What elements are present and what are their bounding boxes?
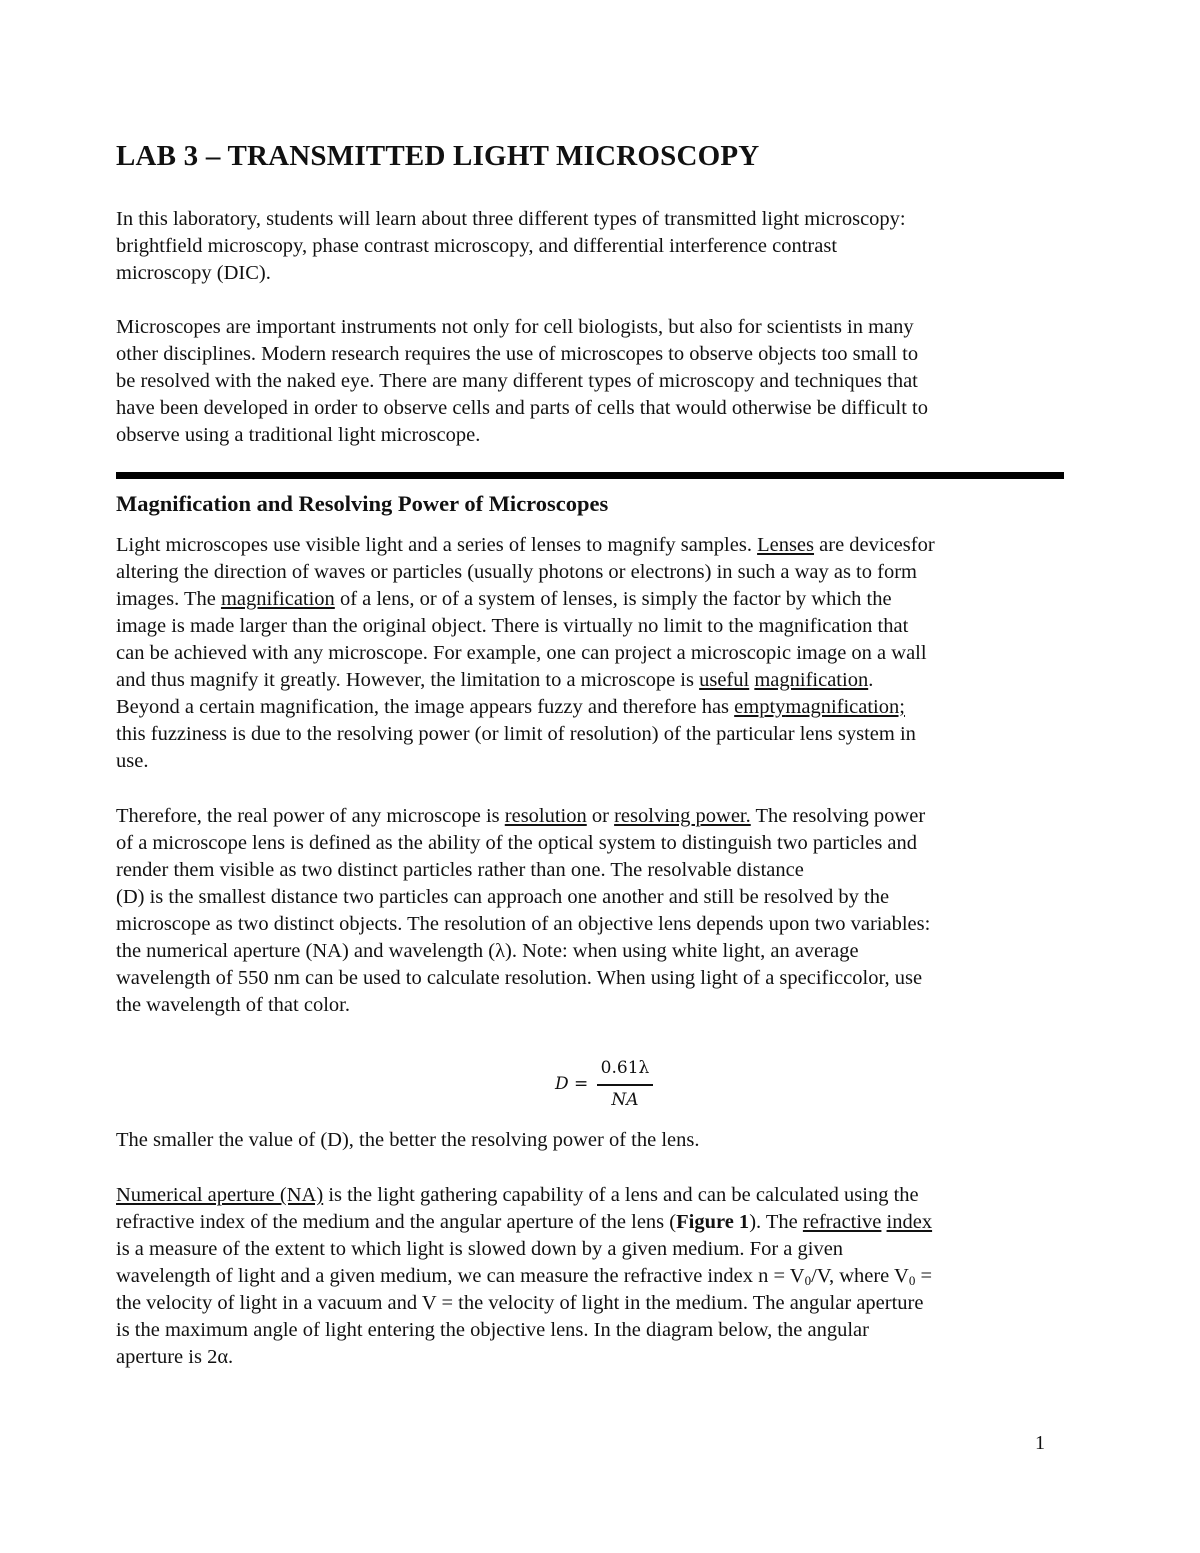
- paragraph-line: the numerical aperture (NA) and wavelength (λ). Note: when using white light, an average: [116, 940, 859, 962]
- term-resolution: resolution: [504, 805, 587, 827]
- paragraph-line: Light microscopes use visible light and a series of lenses to magnify samples. Lenses are devicesfor: [116, 534, 935, 556]
- paragraph-line: Beyond a certain magnification, the image appears fuzzy and therefore has emptymagnification;: [116, 696, 905, 718]
- paragraph-line: The smaller the value of (D), the better the resolving power of the lens.: [116, 1129, 700, 1151]
- resolving-note-paragraph: [116, 1127, 1066, 1154]
- paragraph-line: other disciplines. Modern research requires the use of microscopes to observe objects too small to: [116, 343, 919, 365]
- term-numerical-aperture: Numerical aperture (NA): [116, 1184, 324, 1206]
- page-title: LAB 3 – TRANSMITTED LIGHT MICROSCOPY: [116, 140, 760, 172]
- paragraph-line: (D) is the smallest distance two particles can approach one another and still be resolved by the: [116, 886, 890, 908]
- paragraph-line: is the maximum angle of light entering the objective lens. In the diagram below, the angular: [116, 1319, 869, 1341]
- term-useful: useful: [699, 669, 750, 691]
- intro-line: In this laboratory, students will learn about three different types of transmitted light microscopy:: [116, 208, 906, 230]
- paragraph-line: wavelength of light and a given medium, we can measure the refractive index $n = V_0/V$, where $V_0$ =: [116, 1265, 933, 1288]
- resolution-formula: [555, 1058, 675, 1114]
- paragraph-line: microscope as two distinct objects. The resolution of an objective lens depends upon two variables:: [116, 913, 931, 935]
- figure-reference: Figure 1: [676, 1211, 750, 1233]
- paragraph-line: this fuzziness is due to the resolving power (or limit of resolution) of the particular lens system in: [116, 723, 916, 745]
- paragraph-line: altering the direction of waves or particles (usually photons or electrons) in such a way as to form: [116, 561, 917, 583]
- paragraph-line: render them visible as two distinct particles rather than one. The resolvable distance: [116, 859, 804, 881]
- intro-line: brightfield microscopy, phase contrast microscopy, and differential interference contrast: [116, 235, 838, 257]
- paragraph-line: is a measure of the extent to which light is slowed down by a given medium. For a given: [116, 1238, 844, 1260]
- paragraph-line: Microscopes are important instruments not only for cell biologists, but also for scientists in many: [116, 316, 914, 338]
- term-resolving-power: resolving power.: [614, 805, 751, 827]
- term-empty: empty: [734, 696, 786, 718]
- paragraph-line: the wavelength of that color.: [116, 994, 350, 1016]
- term-magnification-empty: magnification;: [785, 696, 905, 718]
- formula-numerator: 0.61λ: [600, 1058, 650, 1078]
- page-number: 1: [1035, 1432, 1045, 1454]
- paragraph-line: observe using a traditional light microscope.: [116, 424, 481, 446]
- term-lenses: Lenses: [757, 534, 815, 556]
- paragraph-line: aperture is 2α.: [116, 1346, 234, 1368]
- paragraph-line: and thus magnify it greatly. However, the limitation to a microscope is useful magnification.: [116, 669, 874, 691]
- paragraph-line: use.: [116, 750, 149, 772]
- section-divider: [116, 472, 1064, 479]
- paragraph-line: can be achieved with any microscope. For example, one can project a microscopic image on a wall: [116, 642, 927, 664]
- paragraph-line: be resolved with the naked eye. There are many different types of microscopy and techniques that: [116, 370, 918, 392]
- paragraph-line: images. The magnification of a lens, or of a system of lenses, is simply the factor by which the: [116, 588, 892, 610]
- paragraph-line: Numerical aperture (NA) is the light gathering capability of a lens and can be calculated using the: [116, 1184, 919, 1206]
- intro-line: microscopy (DIC).: [116, 262, 271, 284]
- paragraph-line: the velocity of light in a vacuum and V = the velocity of light in the medium. The angular aperture: [116, 1292, 924, 1314]
- section-heading: Magnification and Resolving Power of Microscopes: [116, 491, 609, 516]
- fraction-bar: [597, 1084, 653, 1086]
- paragraph-line: image is made larger than the original object. There is virtually no limit to the magnification that: [116, 615, 909, 637]
- paragraph-line: wavelength of 550 nm can be used to calculate resolution. When using light of a specificcolor, use: [116, 967, 923, 989]
- paragraph-line: refractive index of the medium and the angular aperture of the lens (Figure 1). The refractive index: [116, 1211, 933, 1233]
- formula-denominator: NA: [611, 1090, 639, 1110]
- term-magnification: magnification: [220, 588, 335, 610]
- term-refractive: refractive: [802, 1211, 882, 1233]
- intro-paragraph: [116, 206, 1066, 287]
- magnification-paragraph: [116, 532, 1066, 775]
- microscopes-paragraph: [116, 314, 1066, 449]
- numerical-aperture-paragraph: [116, 1182, 1066, 1371]
- term-magnification-useful: magnification: [754, 669, 869, 691]
- paragraph-line: have been developed in order to observe cells and parts of cells that would otherwise be difficult to: [116, 397, 928, 419]
- term-index: index: [886, 1211, 933, 1233]
- formula-lhs: D =: [555, 1074, 589, 1094]
- paragraph-line: Therefore, the real power of any microscope is resolution or resolving power. The resolving power: [116, 805, 926, 827]
- resolution-paragraph: [116, 803, 1066, 1019]
- paragraph-line: of a microscope lens is defined as the ability of the optical system to distinguish two particles and: [116, 832, 918, 854]
